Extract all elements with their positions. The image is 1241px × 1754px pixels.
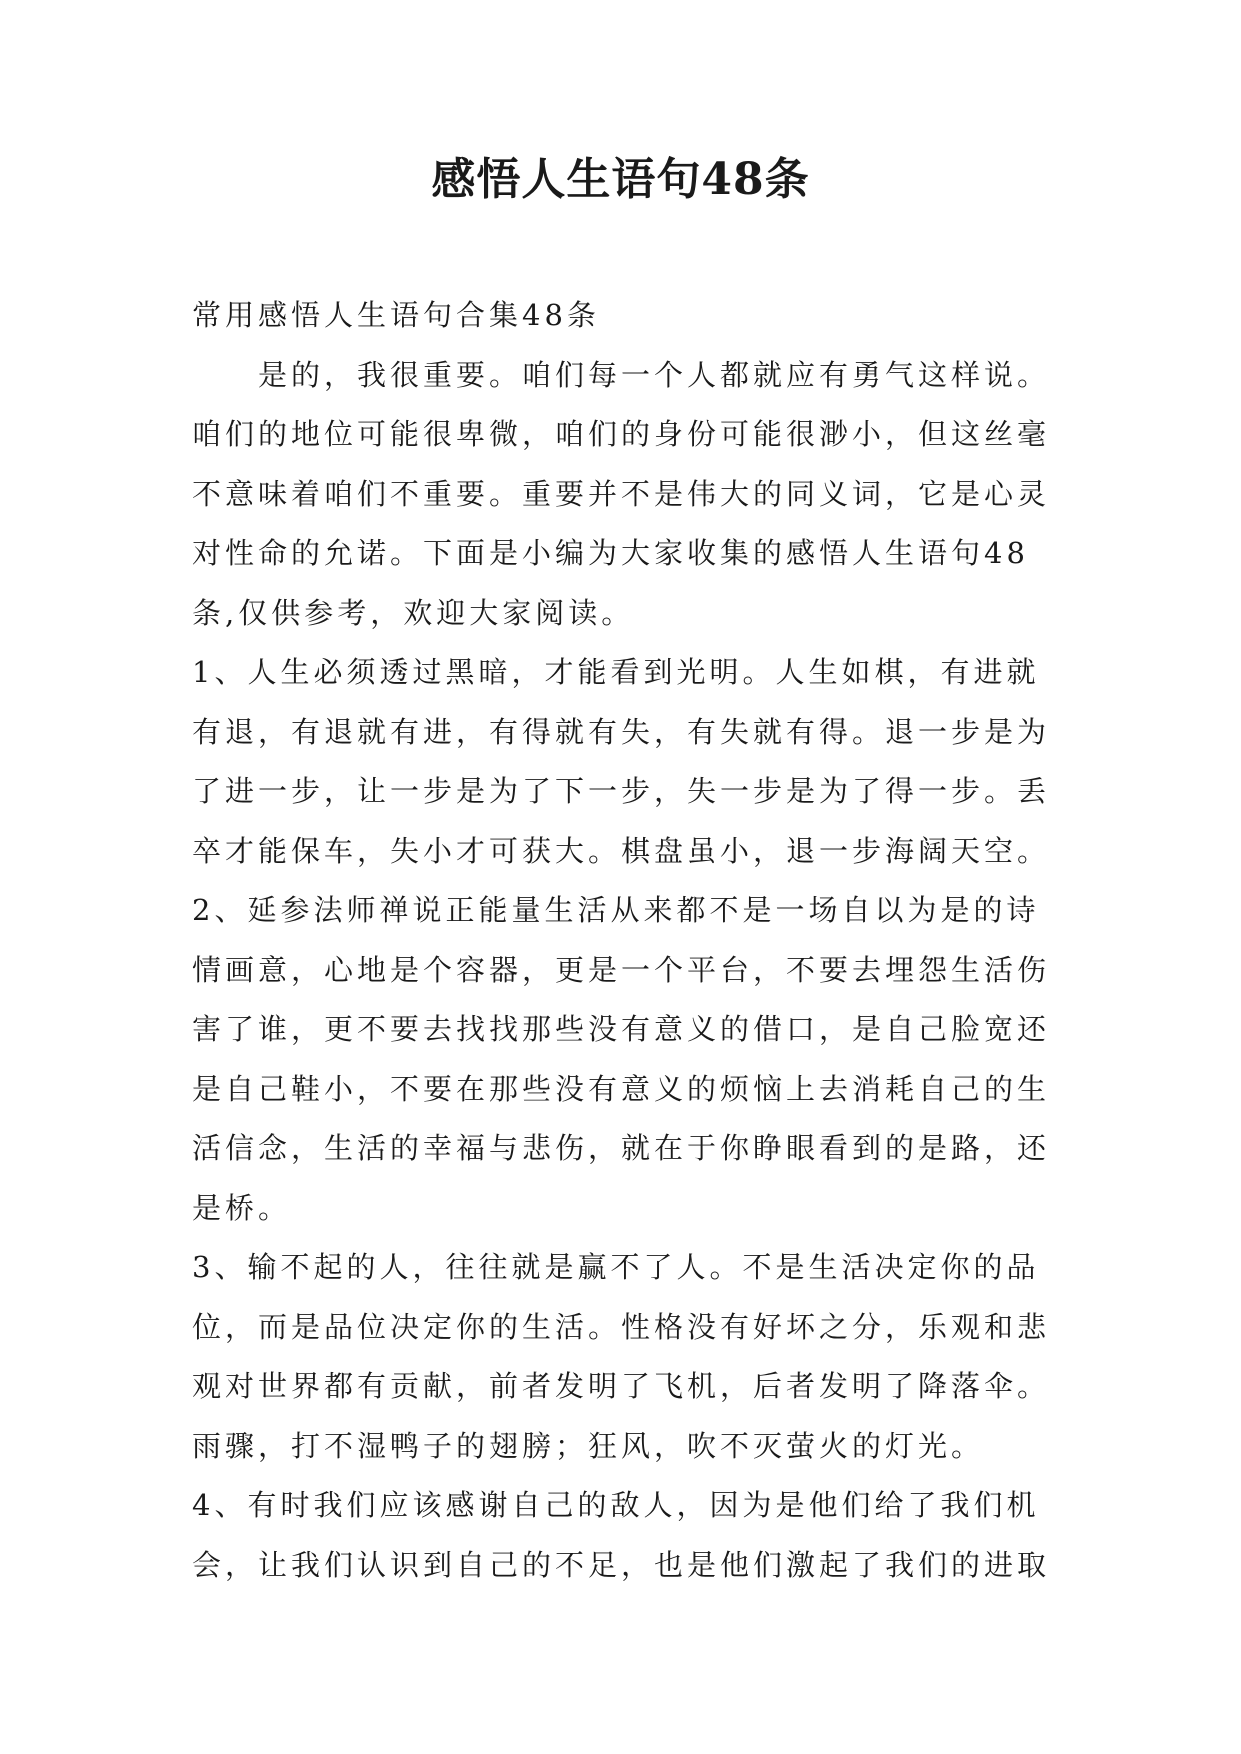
document-body <box>192 286 1062 1595</box>
intro-line: 咱们的地位可能很卑微，咱们的身份可能很渺小，但这丝毫 <box>192 417 1051 451</box>
intro-line: 不意味着咱们不重要。重要并不是伟大的同义词，它是心灵 <box>192 476 1051 511</box>
item-3-line: 雨骤，打不湿鸭子的翅膀；狂风，吹不灭萤火的灯光。 <box>192 1428 985 1463</box>
item-2-line: 2、延参法师禅说正能量生活从来都不是一场自以为是的诗 <box>192 893 1040 927</box>
item-1-line: 1、人生必须透过黑暗，才能看到光明。人生如棋，有进就 <box>192 655 1040 689</box>
item-3-line: 观对世界都有贡献，前者发明了飞机，后者发明了降落伞。 <box>192 1369 1051 1403</box>
document-title: 感悟人生语句48条 <box>431 154 810 205</box>
intro-line: 对性命的允诺。下面是小编为大家收集的感悟人生语句48 <box>192 536 1029 570</box>
item-2-line: 害了谁，更不要去找找那些没有意义的借口，是自己脸宽还 <box>192 1012 1051 1046</box>
item-4-line: 4、有时我们应该感谢自己的敌人，因为是他们给了我们机 <box>192 1488 1040 1522</box>
item-3-line: 位，而是品位决定你的生活。性格没有好坏之分，乐观和悲 <box>192 1309 1051 1344</box>
item-2-line: 情画意，心地是个容器，更是一个平台，不要去埋怨生活伤 <box>192 952 1051 987</box>
item-1-line: 有退，有退就有进，有得就有失，有失就有得。退一步是为 <box>192 714 1051 749</box>
intro-line: 条,仅供参考，欢迎大家阅读。 <box>192 595 635 630</box>
item-1-line: 了进一步，让一步是为了下一步，失一步是为了得一步。丢 <box>192 774 1051 808</box>
subtitle-line: 常用感悟人生语句合集48条 <box>192 298 600 332</box>
item-4-line: 会，让我们认识到自己的不足，也是他们激起了我们的进取 <box>192 1547 1051 1582</box>
item-2-line: 是桥。 <box>192 1190 292 1225</box>
item-3-line: 3、输不起的人，往往就是赢不了人。不是生活决定你的品 <box>192 1250 1040 1284</box>
item-1-line: 卒才能保车，失小才可获大。棋盘虽小，退一步海阔天空。 <box>192 833 1051 868</box>
intro-line: 是的，我很重要。咱们每一个人都就应有勇气这样说。 <box>258 357 1051 392</box>
item-2-line: 是自己鞋小，不要在那些没有意义的烦恼上去消耗自己的生 <box>192 1071 1051 1106</box>
item-2-line: 活信念，生活的幸福与悲伤，就在于你睁眼看到的是路，还 <box>192 1131 1051 1165</box>
